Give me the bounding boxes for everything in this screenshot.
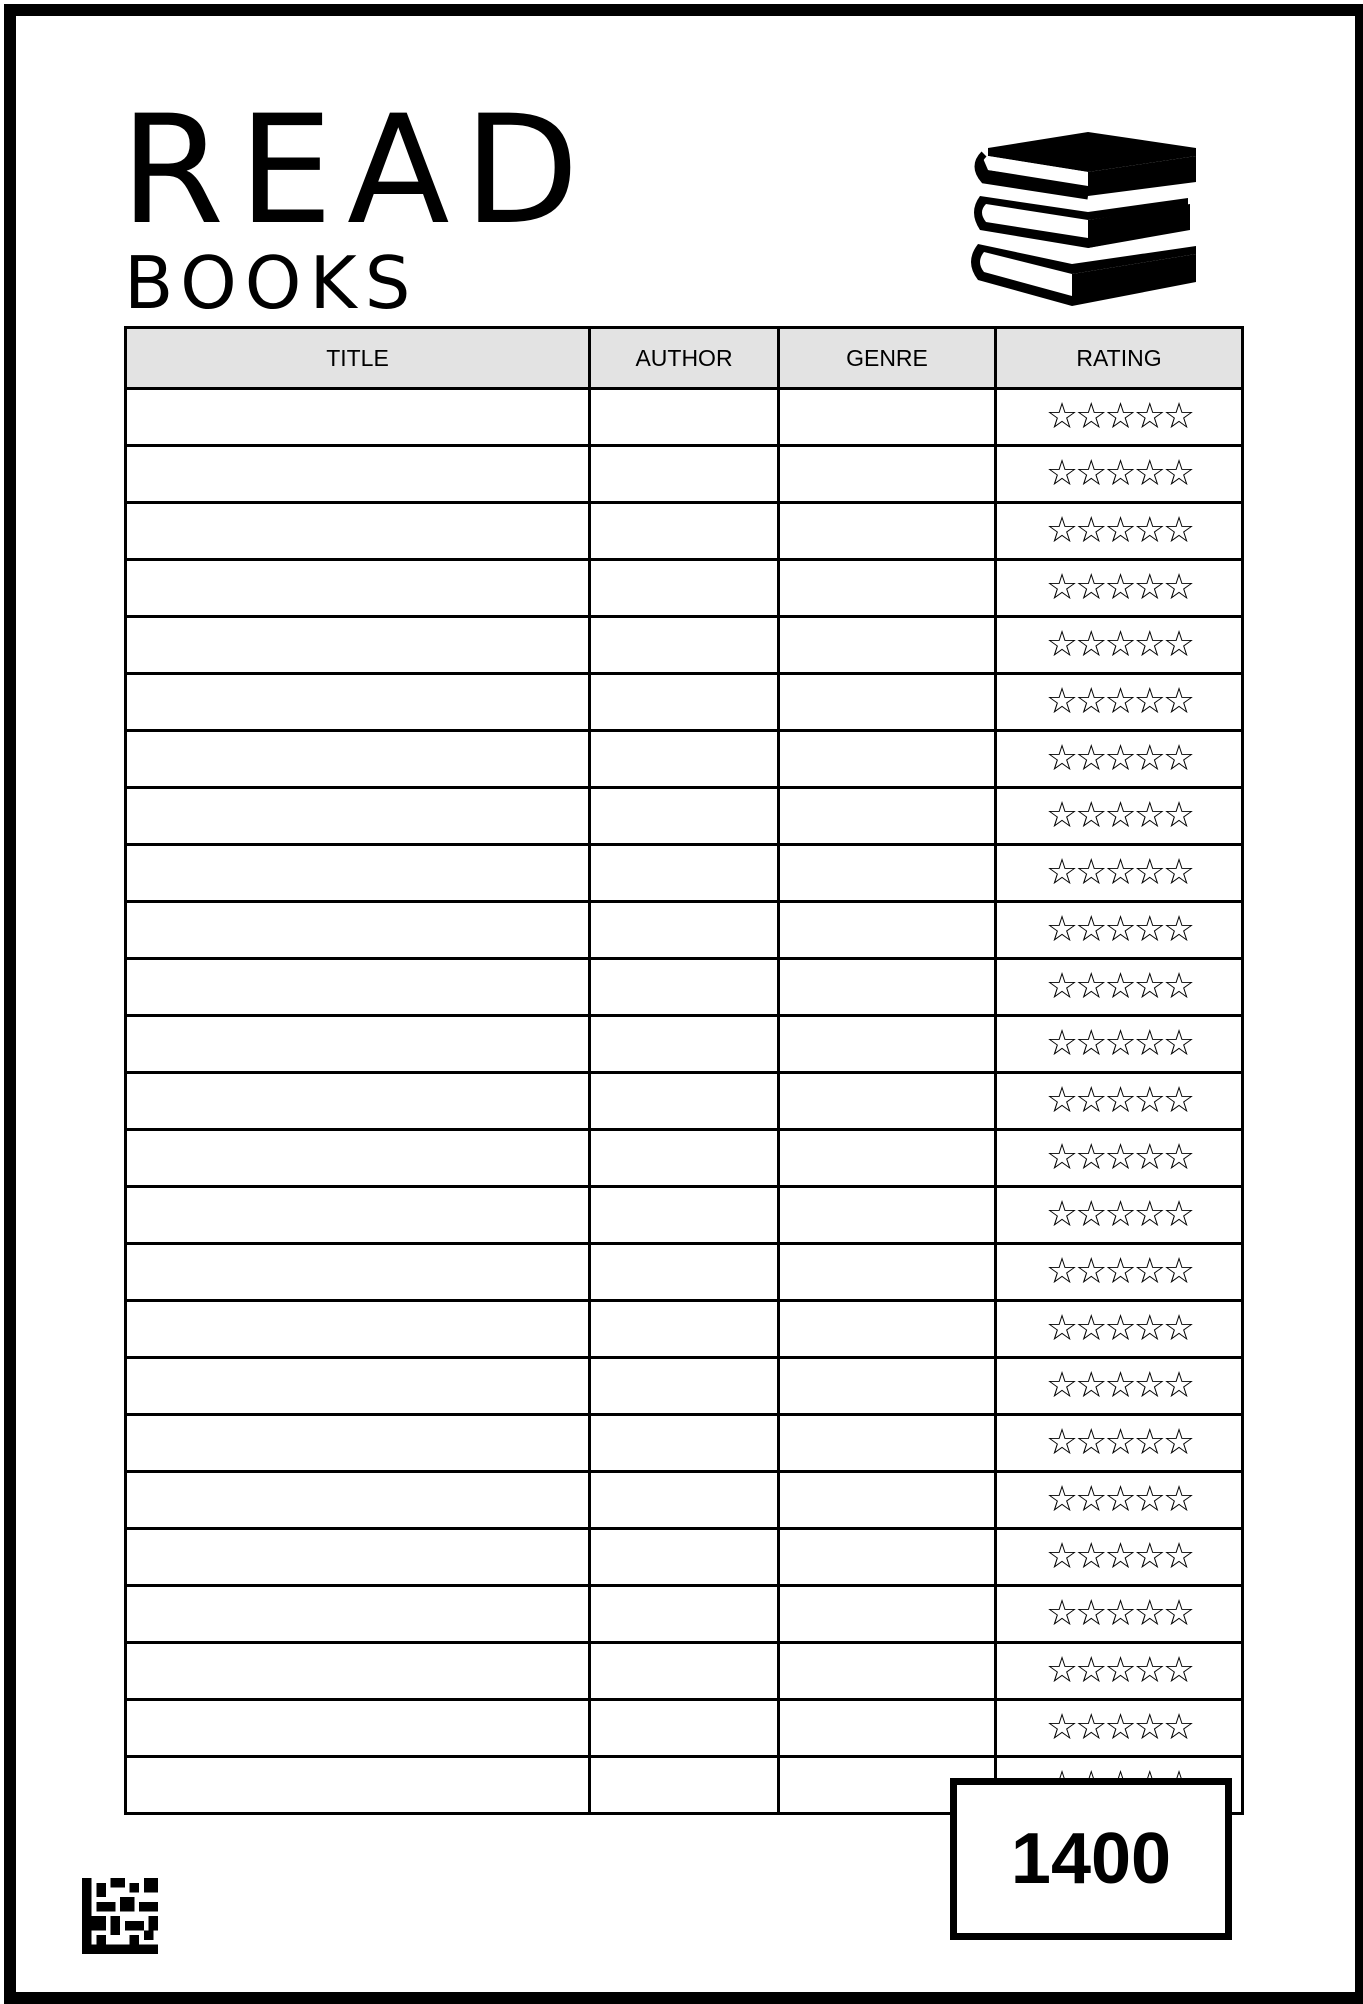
title-cell[interactable] [126, 617, 590, 674]
table-row [126, 1586, 1243, 1643]
genre-cell[interactable] [779, 959, 996, 1016]
title-cell[interactable] [126, 389, 590, 446]
rating-stars[interactable]: ☆☆☆☆☆ [1045, 1251, 1193, 1292]
table-row [126, 1187, 1243, 1244]
author-cell[interactable] [590, 1529, 779, 1586]
author-cell[interactable] [590, 560, 779, 617]
title-cell[interactable] [126, 788, 590, 845]
table-row [126, 1130, 1243, 1187]
genre-cell[interactable] [779, 674, 996, 731]
rating-stars[interactable]: ☆☆☆☆☆ [1045, 1023, 1193, 1064]
author-cell[interactable] [590, 446, 779, 503]
author-cell[interactable] [590, 845, 779, 902]
title-cell[interactable] [126, 1472, 590, 1529]
author-cell[interactable] [590, 788, 779, 845]
author-cell[interactable] [590, 674, 779, 731]
author-cell[interactable] [590, 1187, 779, 1244]
rating-cell[interactable] [996, 845, 1243, 902]
author-cell[interactable] [590, 731, 779, 788]
genre-cell[interactable] [779, 1472, 996, 1529]
rating-cell[interactable] [996, 1073, 1243, 1130]
rating-cell[interactable] [996, 1244, 1243, 1301]
rating-stars[interactable]: ☆☆☆☆☆ [1045, 909, 1193, 950]
rating-stars[interactable]: ☆☆☆☆☆ [1045, 624, 1193, 665]
genre-cell[interactable] [779, 788, 996, 845]
table-row [126, 1700, 1243, 1757]
author-cell[interactable] [590, 1472, 779, 1529]
rating-stars[interactable]: ☆☆☆☆☆ [1045, 1707, 1193, 1748]
genre-cell[interactable] [779, 1358, 996, 1415]
rating-stars[interactable]: ☆☆☆☆☆ [1045, 396, 1193, 437]
rating-stars[interactable]: ☆☆☆☆☆ [1045, 567, 1193, 608]
rating-cell[interactable] [996, 1586, 1243, 1643]
column-header-genre: GENRE [779, 328, 996, 389]
books-stack-icon [968, 126, 1208, 316]
author-cell[interactable] [590, 1643, 779, 1700]
page-title: READ [120, 84, 594, 258]
rating-stars[interactable]: ☆☆☆☆☆ [1045, 681, 1193, 722]
title-cell[interactable] [126, 503, 590, 560]
page-number-box [950, 1778, 1232, 1940]
rating-stars[interactable]: ☆☆☆☆☆ [1045, 510, 1193, 551]
title-cell[interactable] [126, 902, 590, 959]
genre-cell[interactable] [779, 1016, 996, 1073]
title-cell[interactable] [126, 560, 590, 617]
author-cell[interactable] [590, 1016, 779, 1073]
rating-cell[interactable] [996, 1130, 1243, 1187]
table-row [126, 902, 1243, 959]
genre-cell[interactable] [779, 1187, 996, 1244]
rating-cell[interactable] [996, 959, 1243, 1016]
genre-cell[interactable] [779, 1301, 996, 1358]
title-cell[interactable] [126, 1415, 590, 1472]
author-cell[interactable] [590, 902, 779, 959]
author-cell[interactable] [590, 1358, 779, 1415]
genre-cell[interactable] [779, 845, 996, 902]
genre-cell[interactable] [779, 1130, 996, 1187]
author-cell[interactable] [590, 1073, 779, 1130]
author-cell[interactable] [590, 503, 779, 560]
title-cell[interactable] [126, 1757, 590, 1814]
table-row [126, 1016, 1243, 1073]
table-row [126, 503, 1243, 560]
author-cell[interactable] [590, 617, 779, 674]
author-cell[interactable] [590, 1415, 779, 1472]
title-cell[interactable] [126, 1586, 590, 1643]
genre-cell[interactable] [779, 1643, 996, 1700]
rating-stars[interactable]: ☆☆☆☆☆ [1045, 1137, 1193, 1178]
genre-cell[interactable] [779, 902, 996, 959]
title-cell[interactable] [126, 1130, 590, 1187]
genre-cell[interactable] [779, 1244, 996, 1301]
title-cell[interactable] [126, 1187, 590, 1244]
rating-cell[interactable] [996, 446, 1243, 503]
table-row [126, 1244, 1243, 1301]
author-cell[interactable] [590, 1700, 779, 1757]
rating-stars[interactable]: ☆☆☆☆☆ [1045, 852, 1193, 893]
title-cell[interactable] [126, 959, 590, 1016]
genre-cell[interactable] [779, 503, 996, 560]
rating-cell[interactable] [996, 1700, 1243, 1757]
rating-stars[interactable]: ☆☆☆☆☆ [1045, 453, 1193, 494]
rating-cell[interactable] [996, 1358, 1243, 1415]
rating-stars[interactable]: ☆☆☆☆☆ [1045, 1536, 1193, 1577]
title-cell[interactable] [126, 1529, 590, 1586]
rating-stars[interactable]: ☆☆☆☆☆ [1045, 1308, 1193, 1349]
genre-cell[interactable] [779, 1073, 996, 1130]
rating-cell[interactable] [996, 1472, 1243, 1529]
rating-cell[interactable] [996, 674, 1243, 731]
rating-cell[interactable] [996, 617, 1243, 674]
rating-stars[interactable]: ☆☆☆☆☆ [1045, 1422, 1193, 1463]
table-row [126, 731, 1243, 788]
genre-cell[interactable] [779, 731, 996, 788]
rating-cell[interactable] [996, 1301, 1243, 1358]
table-row [126, 389, 1243, 446]
rating-cell[interactable] [996, 1016, 1243, 1073]
rating-stars[interactable]: ☆☆☆☆☆ [1045, 795, 1193, 836]
title-cell[interactable] [126, 1244, 590, 1301]
rating-stars[interactable]: ☆☆☆☆☆ [1045, 966, 1193, 1007]
rating-cell[interactable] [996, 389, 1243, 446]
genre-cell[interactable] [779, 1586, 996, 1643]
table-row [126, 1301, 1243, 1358]
rating-cell[interactable] [996, 902, 1243, 959]
reading-log-table [124, 326, 1244, 1815]
rating-stars[interactable]: ☆☆☆☆☆ [1045, 1650, 1193, 1691]
column-header-author: AUTHOR [590, 328, 779, 389]
title-cell[interactable] [126, 845, 590, 902]
table-header-row [126, 328, 1243, 389]
title-cell[interactable] [126, 731, 590, 788]
table-row [126, 1529, 1243, 1586]
table-row [126, 560, 1243, 617]
column-header-rating: RATING [996, 328, 1243, 389]
page-number: 1400 [1010, 1819, 1172, 1899]
table-row [126, 674, 1243, 731]
table-row [126, 1415, 1243, 1472]
table-row [126, 446, 1243, 503]
column-header-title: TITLE [126, 328, 590, 389]
title-cell[interactable] [126, 1700, 590, 1757]
author-cell[interactable] [590, 1586, 779, 1643]
title-cell[interactable] [126, 446, 590, 503]
genre-cell[interactable] [779, 617, 996, 674]
genre-cell[interactable] [779, 389, 996, 446]
title-cell[interactable] [126, 1073, 590, 1130]
table-row [126, 1472, 1243, 1529]
rating-stars[interactable]: ☆☆☆☆☆ [1045, 1194, 1193, 1235]
genre-cell[interactable] [779, 446, 996, 503]
rating-cell[interactable] [996, 788, 1243, 845]
page-subtitle: BOOKS [124, 241, 419, 325]
rating-stars[interactable]: ☆☆☆☆☆ [1045, 738, 1193, 779]
genre-cell[interactable] [779, 1700, 996, 1757]
genre-cell[interactable] [779, 1415, 996, 1472]
author-cell[interactable] [590, 1301, 779, 1358]
table-row [126, 788, 1243, 845]
author-cell[interactable] [590, 959, 779, 1016]
author-cell[interactable] [590, 1757, 779, 1814]
rating-cell[interactable] [996, 1529, 1243, 1586]
rating-cell[interactable] [996, 503, 1243, 560]
rating-cell[interactable] [996, 1415, 1243, 1472]
title-cell[interactable] [126, 1016, 590, 1073]
title-cell[interactable] [126, 1301, 590, 1358]
genre-cell[interactable] [779, 560, 996, 617]
rating-cell[interactable] [996, 560, 1243, 617]
datamatrix-code-icon [82, 1878, 158, 1954]
genre-cell[interactable] [779, 1529, 996, 1586]
rating-cell[interactable] [996, 1643, 1243, 1700]
author-cell[interactable] [590, 389, 779, 446]
title-cell[interactable] [126, 1358, 590, 1415]
table-row [126, 845, 1243, 902]
rating-stars[interactable]: ☆☆☆☆☆ [1045, 1593, 1193, 1634]
table-row [126, 959, 1243, 1016]
author-cell[interactable] [590, 1130, 779, 1187]
table-row [126, 617, 1243, 674]
rating-stars[interactable]: ☆☆☆☆☆ [1045, 1365, 1193, 1406]
title-cell[interactable] [126, 674, 590, 731]
table-row [126, 1643, 1243, 1700]
author-cell[interactable] [590, 1244, 779, 1301]
rating-cell[interactable] [996, 1187, 1243, 1244]
rating-stars[interactable]: ☆☆☆☆☆ [1045, 1479, 1193, 1520]
table-row [126, 1358, 1243, 1415]
title-cell[interactable] [126, 1643, 590, 1700]
table-row [126, 1073, 1243, 1130]
rating-cell[interactable] [996, 731, 1243, 788]
rating-stars[interactable]: ☆☆☆☆☆ [1045, 1080, 1193, 1121]
